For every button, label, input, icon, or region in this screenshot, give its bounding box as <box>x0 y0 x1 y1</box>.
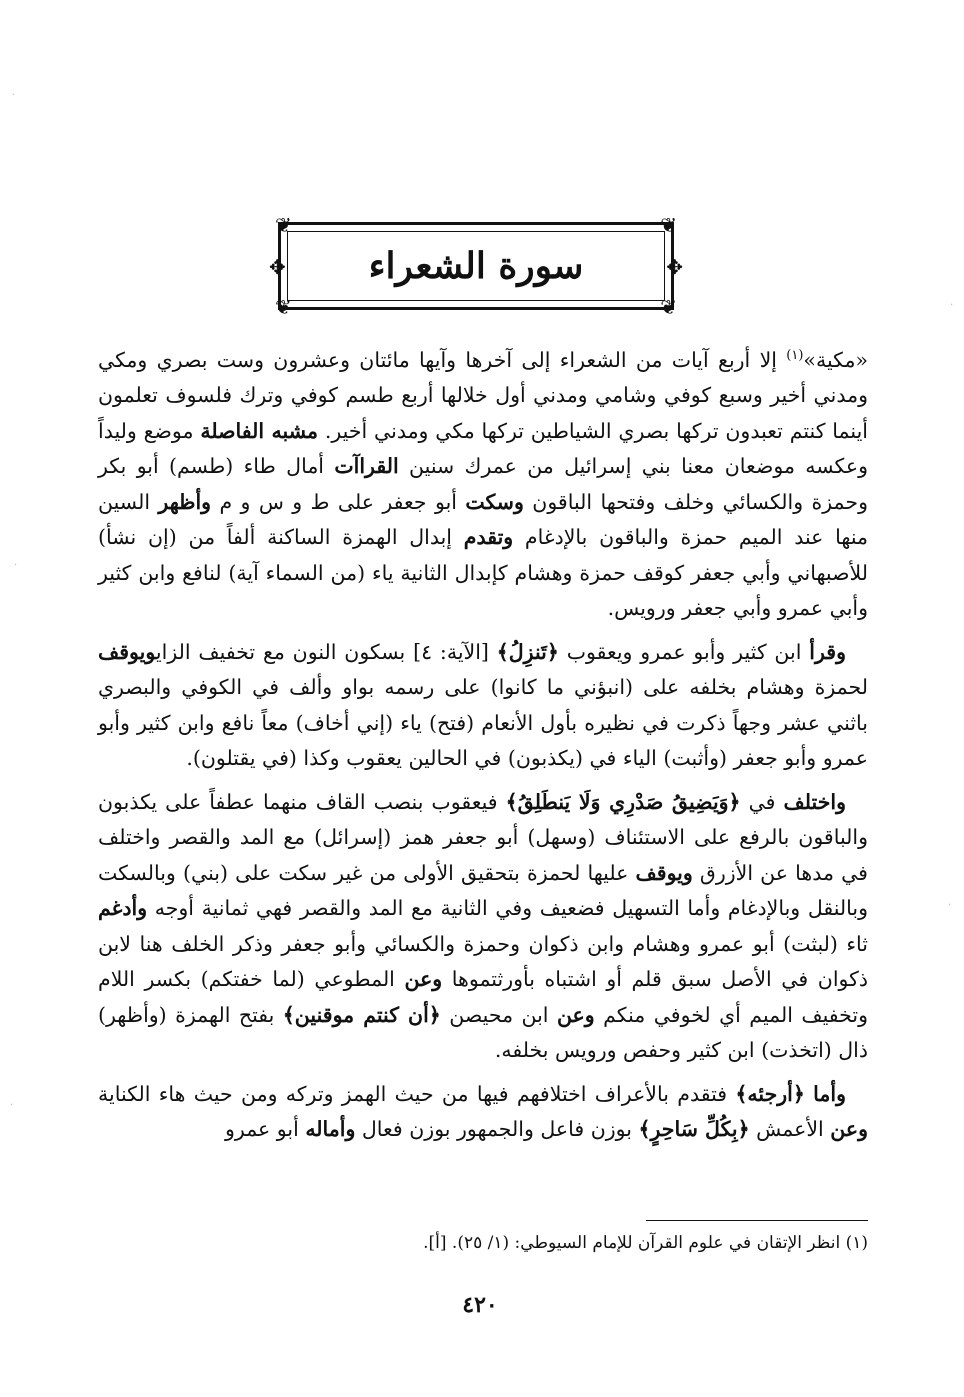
text-run: لحمزة وهشام بخلفه على (انبؤني ما كانوا) على رسمه بواو وألف في الكوفي والبصري باثني عشر وجهاً ذكرت في نظيره بأول الأنعام (فتح) ياء (إني أخاف) معاً نافع وابن كثير وأبو عمرو وأبو جعفر (وأثبت) الياء في (يكذبون) في الحالين يعقوب وكذا (في يقتلون). <box>98 675 868 771</box>
bold-term: ويوقف <box>98 639 156 664</box>
text-run: «مكية» <box>803 347 868 372</box>
text-run: بوزن فاعل والجمهور بوزن فعال <box>355 1117 639 1142</box>
bold-term: ﴿أرجئه﴾ <box>735 1081 805 1106</box>
bold-term: ﴿وَيَضِيقُ صَدْرِي وَلَا يَنطَلِقُ﴾ <box>505 789 741 814</box>
text-run: أبو جعفر على ط و س و م <box>211 489 466 514</box>
paragraph <box>98 338 868 627</box>
text-run: السين منها عند الميم حمزة والباقون بالإدغام <box>98 489 868 550</box>
bold-term: وأظهر <box>158 489 212 514</box>
text-run: موضع وليداً وعكسه موضعان معنا بني إسرائيل من عمرك سنين <box>98 418 869 479</box>
text-run: فيعقوب بنصب القاف منهما عطفاً على يكذبون والباقون بالرفع على الاستئناف (وسهل) أبو جعفر همز (إسرائل) مع المد والقصر واختلف في مدها عن الأزرق <box>98 789 868 885</box>
text-run: ابن كثير وأبو عمرو ويعقوب <box>558 639 810 664</box>
bold-term: وعن <box>830 1117 868 1142</box>
text-run: المطوعي (لما خفتكم) بكسر اللام وتخفيف الميم أي لخوفي منكم <box>98 967 868 1027</box>
ornament-icon: ❦ <box>660 295 677 319</box>
surah-title: سورة الشعراء <box>368 245 584 287</box>
main-text <box>98 338 868 1156</box>
ornament-icon: ❦ <box>275 213 292 237</box>
bold-term: وسكت <box>465 489 524 514</box>
text-run: إلا أربع آيات من الشعراء إلى آخرها وآيها مائتان وعشرون وست بصري ومكي ومدني أخير وسبع كوفي وشامي ومدني أول خلالها أربع طسم كوفي وترك فلسوف تعلمون أينما كنتم تعبدون تركها بصري الشياطين تركها مكي ومدني أخير. <box>98 347 868 443</box>
bold-term: وتقدم <box>463 525 514 550</box>
bold-term: وعن <box>404 967 443 992</box>
footnote-ref: (١) <box>786 348 804 363</box>
bold-term: مشبه الفاصلة <box>200 418 318 443</box>
text-run: ثاء (لبثت) أبو عمرو وهشام وابن ذكوان وحمزة والكسائي وأبو جعفر وذكر الخلف هنا لابن ذكوان في الأصل سبق قلم أو اشتباه بأورثتموها <box>98 931 868 992</box>
ornament-icon: ✥ <box>269 255 286 279</box>
footnote: (١) انظر الإتقان في علوم القرآن للإمام السيوطي: (١/ ٢٥). [أ]. <box>423 1233 868 1253</box>
text-run: الأعمش <box>749 1117 831 1142</box>
text-run: [الآية: ٤] بسكون النون مع تخفيف الزاي <box>155 639 497 664</box>
bold-term: وعن <box>556 1002 595 1027</box>
title-frame <box>269 213 683 319</box>
bold-term: وأما <box>813 1081 846 1106</box>
text-run: أمال طاء (طسم) أبو بكر وحمزة والكسائي وخلف وفتحها الباقون <box>98 454 868 514</box>
paragraph <box>98 635 868 777</box>
scan-speck: · <box>950 300 954 311</box>
ornament-icon: ✥ <box>666 255 683 279</box>
bold-term: واختلف <box>783 789 846 814</box>
text-run: أبو عمرو <box>224 1117 306 1142</box>
bold-term: ﴿أن كنتم موقنين﴾ <box>282 1002 441 1027</box>
ornament-icon: ❦ <box>660 213 677 237</box>
text-run: ابن محيصن <box>440 1002 557 1027</box>
text-run: في <box>740 789 784 814</box>
bold-term: ﴿تَنزِلُ﴾ <box>496 639 559 664</box>
bold-term: ويوقف <box>635 860 693 885</box>
bold-term: القراآت <box>334 454 399 479</box>
text-run: بفتح الهمزة (وأظهر) ذال (اتخذت) ابن كثير وحفص ورويس بخلفه. <box>98 1002 868 1063</box>
scan-speck: · <box>12 90 16 101</box>
scan-speck: · <box>948 900 952 911</box>
text-run <box>805 1082 813 1106</box>
bold-term: وقرأ <box>809 639 846 664</box>
footnote-separator <box>646 1220 868 1221</box>
text-run: عليها لحمزة بتحقيق الأولى من غير سكت على (بني) وبالسكت وبالنقل وبالإدغام وأما التسهيل فضعيف وفي الثانية مع المد والقصر فهي ثمانية أوجه <box>98 860 868 921</box>
scan-speck: · <box>14 560 18 571</box>
paragraph <box>98 1077 868 1148</box>
text-run: إبدال الهمزة الساكنة ألفاً من (إن نشأ) للأصبهاني وأبي جعفر كوقف حمزة وهشام كإبدال الثانية ياء (من السماء آية) لنافع وابن كثير وأبي عمرو وأبي جعفر ورويس. <box>98 525 868 621</box>
paragraph <box>98 785 868 1069</box>
bold-term: وأدغم <box>98 896 148 921</box>
bold-term: وأماله <box>305 1117 356 1142</box>
scan-speck: · <box>10 1100 14 1111</box>
page-number: ٤٢٠ <box>462 1292 498 1318</box>
bold-term: ﴿بِكُلِّ سَاحِرٍ﴾ <box>638 1117 750 1142</box>
ornament-icon: ❦ <box>275 295 292 319</box>
text-run: فتقدم بالأعراف اختلافهم فيها من حيث الهمز وتركه ومن حيث هاء الكناية <box>98 1081 736 1106</box>
